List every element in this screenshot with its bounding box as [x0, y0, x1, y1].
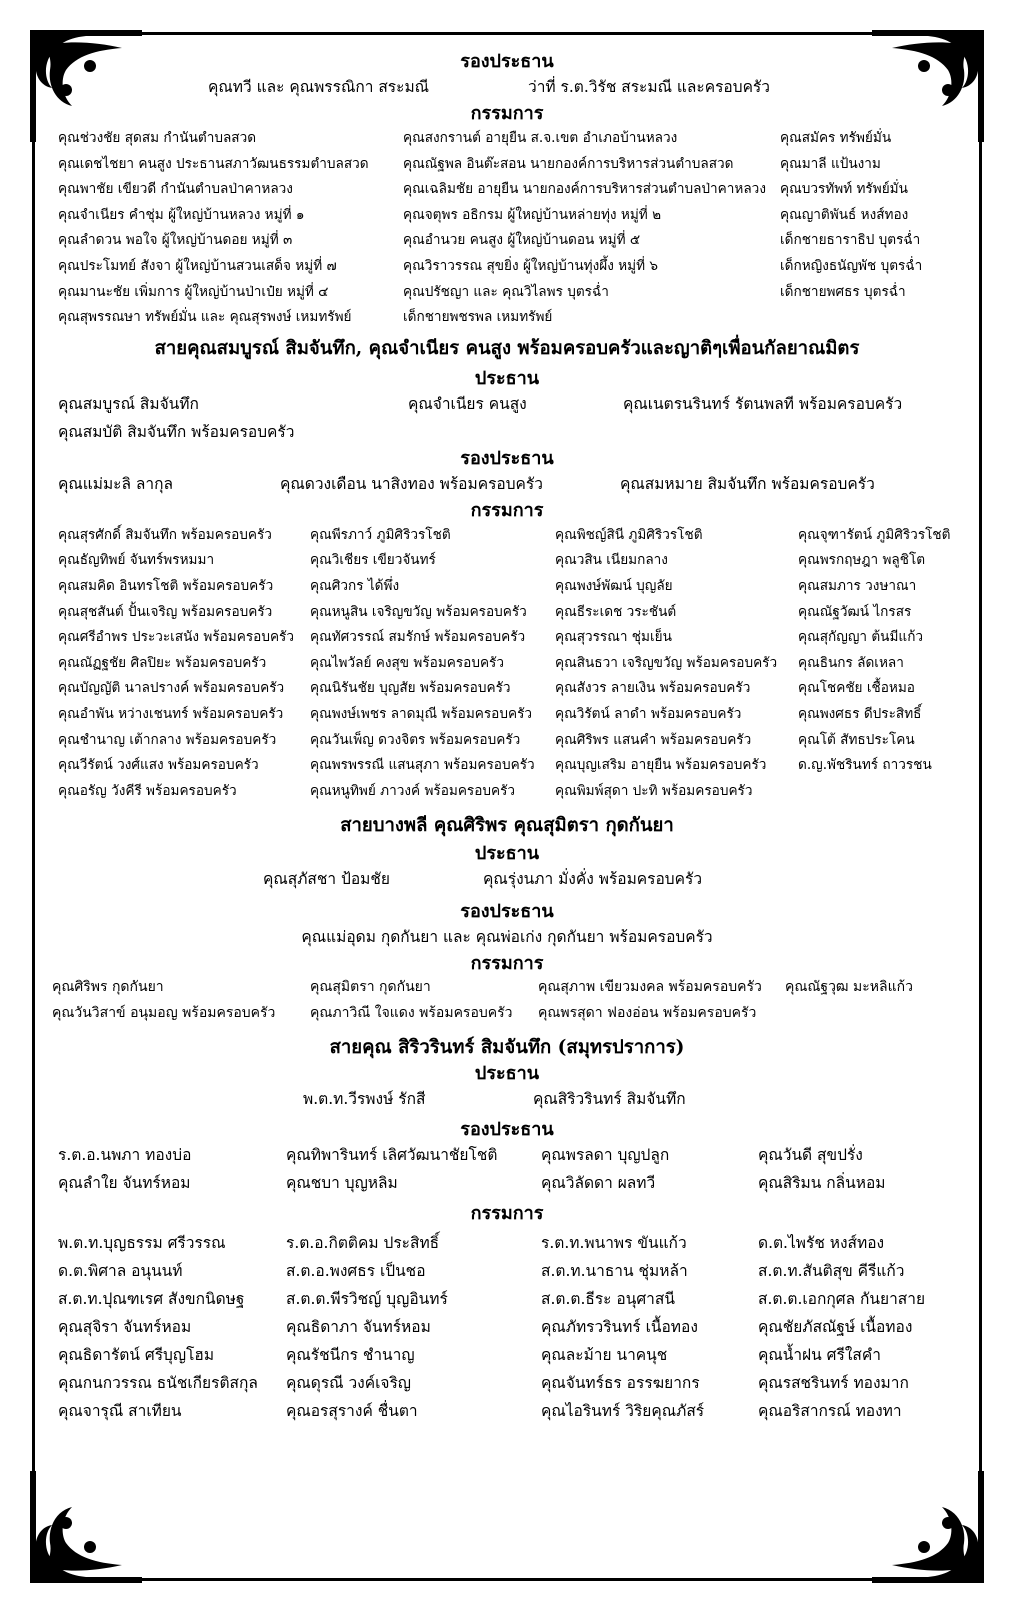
name-entry: คุณอำนวย คนสูง ผู้ใหญ่บ้านดอน หมู่ที่ ๕ [403, 232, 641, 249]
list-item [58, 203, 956, 229]
name-entry: คุณพีรภาว์ ภูมิศิริวรโชติ [310, 526, 451, 543]
name-entry: คุณอริสากรณ์ ทองทา [758, 1402, 902, 1421]
frame-top-line [116, 32, 898, 35]
name-entry: คุณธินกร ลัดเหลา [798, 654, 904, 671]
vice-row [58, 924, 956, 952]
list-item [58, 523, 956, 549]
lineage-title: สายคุณ สิริวรินทร์ สิมจันทึก (สมุทรปราการ) [329, 1037, 685, 1059]
name-entry: คุณชบา บุญหลิม [286, 1174, 398, 1193]
name-entry: คุณดุรณี วงค์เจริญ [286, 1374, 411, 1393]
name-entry: คุณไพวัลย์ คงสุข พร้อมครอบครัว [310, 654, 504, 671]
name-entry: คุณสมัคร ทรัพย์มั่น [780, 130, 892, 146]
name-entry: คุณสุกัญญา ต้นมีแก้ว [798, 629, 924, 646]
name-entry: คุณศิริพร กุดกันยา [52, 979, 164, 996]
name-entry: คุณสิริมน กลิ่นหอม [758, 1174, 886, 1193]
name-entry: คุณบุญเสริม อายุยืน พร้อมครอบครัว [555, 757, 767, 774]
name-entry: คุณพิชญ์สินี ภูมิศิริวรโชติ [555, 526, 703, 543]
list-item [58, 1342, 956, 1370]
name-entry: คุณปรัชญา และ คุณวิไลพร บุตรฉ่ำ [403, 283, 609, 300]
name-entry: คุณพรสุดา ฟองอ่อน พร้อมครอบครัว [538, 1005, 757, 1022]
list-item [58, 574, 956, 600]
list-item [58, 228, 956, 254]
name-entry: คุณลำใย จันทร์หอม [58, 1174, 191, 1193]
name-entry: คุณสมคิด อินทรโชติ พร้อมครอบครัว [58, 577, 274, 594]
name-entry: คุณสมบูรณ์ สิมจันทึก [58, 394, 199, 413]
name-entry: คุณวสิน เนียมกลาง [555, 552, 668, 569]
name-entry: คุณณัฐพล อินต๊ะสอน นายกองค์การบริหารส่วนตำบลสวด [403, 155, 734, 172]
name-entry: คุณพรพรรณี แสนสุภา พร้อมครอบครัว [310, 757, 535, 774]
name-entry: ว่าที่ ร.ต.วิรัช สระมณี และครอบครัว [528, 78, 770, 96]
name-entry: ส.ต.ท.สันติสุข คีรีแก้ว [758, 1262, 905, 1281]
list-item [58, 1230, 956, 1258]
list-item [58, 753, 956, 779]
name-entry: คุณวันเพ็ญ ดวงจิตร พร้อมครอบครัว [310, 731, 521, 748]
frame-right-line [979, 116, 982, 1497]
committee3-list [52, 976, 956, 1028]
name-entry: คุณอรสุรางค์ ชื่นตา [286, 1402, 418, 1421]
name-entry: คุณสินธวา เจริญขวัญ พร้อมครอบครัว [555, 654, 778, 671]
section-heading: กรรมการ [470, 1203, 544, 1225]
name-entry: ด.ต.พิศาล อนุนนท์ [58, 1262, 183, 1281]
name-entry: คุณสุมิตรา กุดกันยา [310, 979, 431, 996]
ornament-bottom-right-icon [868, 1467, 988, 1587]
name-entry: คุณทวี และ คุณพรรณิกา สระมณี [208, 78, 430, 96]
name-entry: คุณจำเนียร คำชุ่ม ผู้ใหญ่บ้านหลวง หมู่ที่ ๑ [58, 206, 305, 223]
list-item [58, 625, 956, 651]
chair-row [58, 391, 956, 419]
chair-row [58, 419, 956, 447]
name-entry: คุณละม้าย นาคนุช [541, 1346, 668, 1365]
name-entry: ร.ต.ท.พนาพร ขันแก้ว [541, 1234, 687, 1253]
name-entry: คุณวันดี สุขปรั่ง [758, 1146, 863, 1165]
name-entry: คุณบวรทัพท์ ทรัพย์มั่น [780, 181, 908, 198]
document-body [52, 50, 956, 1426]
vice-row [58, 471, 956, 499]
name-entry: คุณพงษ์พัฒน์ บุญลัย [555, 577, 673, 594]
name-entry: คุณรสชรินทร์ ทองมาก [758, 1374, 909, 1393]
name-entry: คุณไอรินทร์ วิริยคุณภัสร์ [541, 1402, 705, 1421]
name-entry: คุณสุภาพ เขียวมงคล พร้อมครอบครัว [538, 979, 762, 996]
name-entry: คุณณัฐวุฒ มะหลิแก้ว [785, 979, 913, 996]
name-entry: คุณสุภัสชา ป้อมชัย [263, 870, 391, 889]
section-heading: รองประธาน [460, 51, 554, 72]
name-entry: คุณโต้ สัทธประโคน [798, 731, 915, 748]
list-item [58, 702, 956, 728]
list-item [58, 676, 956, 702]
name-entry: คุณสงกรานต์ อายุยืน ส.จ.เขต อำเภอบ้านหลวง [403, 130, 678, 146]
section-heading: ประธาน [474, 1063, 540, 1085]
name-entry: คุณรุ่งนภา มั่งคั่ง พร้อมครอบครัว [483, 870, 703, 889]
list-item [58, 1142, 956, 1170]
list-item [58, 1258, 956, 1286]
name-entry: คุณสุรศักดิ์ สิมจันทึก พร้อมครอบครัว [58, 526, 272, 543]
name-entry: ด.ญ.พัชรินทร์ ถาวรชน [798, 757, 932, 774]
section-heading: ประธาน [474, 367, 540, 389]
name-entry: คุณณัฐวัฒน์ ไกรสร [798, 603, 912, 620]
committee2-list [58, 523, 956, 805]
list-item [58, 728, 956, 754]
name-entry: คุณสิริวรินทร์ สิมจันทึก [533, 1090, 686, 1109]
name-entry: คุณสมภาร วงษาณา [798, 577, 917, 594]
ornament-bottom-left-icon [26, 1467, 146, 1587]
name-entry: คุณจตุพร อธิกรม ผู้ใหญ่บ้านหล่ายทุ่ง หมู่ที่ ๒ [403, 206, 662, 223]
list-item [52, 1002, 956, 1028]
name-entry: คุณหนูทิพย์ ภาวงค์ พร้อมครอบครัว [310, 782, 516, 799]
name-entry: คุณมาลี แป้นงาม [780, 155, 881, 172]
list-item [58, 1314, 956, 1342]
vice-row [58, 74, 956, 102]
list-item [58, 280, 956, 306]
name-entry: คุณทัศวรรณ์ สมรักษ์ พร้อมครอบครัว [310, 629, 526, 646]
name-entry: คุณณัฏฐชัย ศิลปิยะ พร้อมครอบครัว [58, 654, 267, 671]
name-entry: คุณโชคชัย เชื้อหมอ [798, 680, 915, 697]
name-entry: คุณสุจิรา จันทร์หอม [58, 1318, 192, 1337]
name-entry: ด.ต.ไพรัช หงส์ทอง [758, 1234, 885, 1253]
list-item [58, 548, 956, 574]
name-entry: คุณอำพัน หว่างเชนทร์ พร้อมครอบครัว [58, 705, 284, 722]
name-entry: คุณอรัญ วังคีรี พร้อมครอบครัว [58, 782, 237, 799]
name-entry: ส.ต.อ.พงศธร เป็นชอ [286, 1262, 426, 1281]
name-entry: คุณสุวรรณา ชุ่มเย็น [555, 629, 672, 646]
name-entry: คุณวันวิสาข์ อนุมอญ พร้อมครอบครัว [52, 1005, 276, 1022]
name-entry: คุณสังวร ลายเงิน พร้อมครอบครัว [555, 680, 751, 697]
name-entry: เด็กชายพศธร บุตรฉ่ำ [780, 283, 906, 300]
committee4-list [58, 1230, 956, 1426]
name-entry: คุณภัทรวรินทร์ เนื้อทอง [541, 1318, 698, 1337]
section-heading: กรรมการ [470, 103, 544, 124]
name-entry: คุณประโมทย์ สังจา ผู้ใหญ่บ้านสวนเสด็จ หมู่ที่ ๗ [58, 257, 337, 274]
lineage-title: สายคุณสมบูรณ์ สิมจันทึก, คุณจำเนียร คนสูง พร้อมครอบครัวและญาติๆเพื่อนกัลยาณมิตร [154, 337, 860, 359]
name-entry: คุณวิราวรรณ สุขยิ่ง ผู้ใหญ่บ้านทุ่งผึ้ง หมู่ที่ ๖ [403, 257, 659, 274]
name-entry: คุณพงศธร ดีประสิทธิ์ [798, 705, 922, 722]
name-entry: คุณจำเนียร คนสูง [408, 394, 527, 413]
name-entry: ส.ต.ต.ธีระ อนุศาสนี [541, 1290, 675, 1309]
name-entry: คุณธัญทิพย์ จันทร์พรหมมา [58, 552, 215, 569]
name-entry: คุณน้ำฝน ศรีใสคำ [758, 1346, 881, 1365]
chair-row [58, 1086, 956, 1114]
name-entry: คุณเดชไชยา คนสูง ประธานสภาวัฒนธรรมตำบลสวด [58, 155, 369, 172]
section-heading: กรรมการ [470, 953, 544, 975]
name-entry: คุณพิมพ์สุดา ปะทิ พร้อมครอบครัว [555, 782, 753, 799]
frame-left-line [32, 116, 35, 1497]
name-entry: คุณแม่มะลิ ลากุล [58, 474, 174, 493]
chair-row [58, 866, 956, 894]
list-item [58, 600, 956, 626]
frame-bottom-line [116, 1578, 898, 1581]
lineage-title: สายบางพลี คุณศิริพร คุณสุมิตรา กุดกันยา [340, 815, 674, 837]
name-entry: คุณชัยภัสณัฐษ์ เนื้อทอง [758, 1318, 913, 1337]
list-item [58, 1370, 956, 1398]
name-entry: เด็กชายพชรพล เหมทรัพย์ [403, 309, 553, 326]
list-item [58, 254, 956, 280]
name-entry: คุณสุชสันต์ ปั้นเจริญ พร้อมครอบครัว [58, 603, 273, 620]
name-entry: คุณสุพรรณษา ทรัพย์มั่น และ คุณสุรพงษ์ เหมทรัพย์ [58, 309, 352, 326]
name-entry: คุณภาวิณี ใจแดง พร้อมครอบครัว [310, 1005, 513, 1022]
name-entry: คุณบัญญัติ นาลปรางค์ พร้อมครอบครัว [58, 680, 285, 697]
name-entry: คุณจุฑารัตน์ ภูมิศิริวรโชติ [798, 526, 951, 543]
vice4-list [58, 1142, 956, 1198]
list-item [58, 126, 956, 152]
list-item [58, 305, 956, 331]
list-item [58, 1170, 956, 1198]
name-entry: คุณดวงเดือน นาสิงทอง พร้อมครอบครัว [280, 474, 543, 493]
name-entry: ส.ต.ท.ปุณฑเรศ สังขกนิดษฐ [58, 1290, 245, 1309]
name-entry: เด็กชายธาราธิป บุตรฉ่ำ [780, 232, 921, 249]
name-entry: คุณจารุณี สาเทียน [58, 1402, 182, 1421]
name-entry: คุณธีระเดช วระชันต์ [555, 603, 677, 620]
name-entry: คุณรัชนีกร ชำนาญ [286, 1346, 415, 1365]
name-entry: คุณพาชัย เขียวดี กำนันตำบลป่าคาหลวง [58, 181, 293, 198]
name-entry: ร.ต.อ.กิตติคม ประสิทธิ์ [286, 1234, 440, 1253]
name-entry: เด็กหญิงธนัญพัช บุตรฉ่ำ [780, 257, 923, 274]
name-entry: คุณญาติพันธ์ หงส์ทอง [780, 206, 909, 223]
name-entry: คุณกนกวรรณ ธนัชเกียรติสกุล [58, 1374, 258, 1393]
list-item [58, 152, 956, 178]
name-entry: พ.ต.ท.บุญธรรม ศรีวรรณ [58, 1234, 226, 1253]
section-heading: รองประธาน [460, 447, 554, 469]
name-entry: คุณลำดวน พอใจ ผู้ใหญ่บ้านดอย หมู่ที่ ๓ [58, 232, 293, 249]
name-entry: คุณจันทร์ธร อรรฆยากร [541, 1374, 700, 1393]
list-item [58, 1286, 956, 1314]
list-item [58, 1398, 956, 1426]
name-entry: คุณแม่อุดม กุดกันยา และ คุณพ่อเก่ง กุดกันยา พร้อมครอบครัว [301, 928, 713, 947]
name-entry: คุณชำนาญ เต้ากลาง พร้อมครอบครัว [58, 731, 277, 748]
name-entry: คุณเฉลิมชัย อายุยืน นายกองค์การบริหารส่วนตำบลป่าคาหลวง [403, 181, 766, 198]
name-entry: คุณศรีอำพร ประวะเสนัง พร้อมครอบครัว [58, 629, 294, 646]
name-entry: คุณเนตรนรินทร์ รัตนพลที พร้อมครอบครัว [623, 394, 903, 413]
name-entry: คุณสมหมาย สิมจันทึก พร้อมครอบครัว [620, 474, 875, 493]
name-entry: คุณวีรัตน์ วงศ์แสง พร้อมครอบครัว [58, 757, 259, 774]
section-heading: รองประธาน [460, 901, 554, 923]
name-entry: ส.ต.ต.พีรวิชญ์ บุญอินทร์ [286, 1290, 448, 1309]
list-item [58, 177, 956, 203]
committee1-list [58, 126, 956, 331]
list-item [58, 779, 956, 805]
name-entry: คุณศิริพร แสนคำ พร้อมครอบครัว [555, 731, 752, 748]
name-entry: คุณพงษ์เพชร ลาดมุณี พร้อมครอบครัว [310, 705, 533, 722]
name-entry: คุณนิรันชัย บุญสัย พร้อมครอบครัว [310, 680, 511, 697]
name-entry: คุณสมบัติ สิมจันทึก พร้อมครอบครัว [58, 422, 295, 441]
name-entry: ส.ต.ท.นาธาน ชุ่มหล้า [541, 1262, 688, 1281]
name-entry: คุณวิลัดดา ผลทวี [541, 1174, 656, 1193]
section-heading: ประธาน [474, 843, 540, 865]
name-entry: คุณหนูสิน เจริญขวัญ พร้อมครอบครัว [310, 603, 527, 620]
list-item [58, 651, 956, 677]
name-entry: คุณช่วงชัย สุดสม กำนันตำบลสวด [58, 130, 257, 146]
name-entry: คุณมานะชัย เพิ่มการ ผู้ใหญ่บ้านป่าเป๋ย หมู่ที่ ๔ [58, 283, 329, 300]
section-heading: รองประธาน [460, 1119, 554, 1141]
name-entry: คุณวิเชียร เขียวจันทร์ [310, 552, 436, 569]
name-entry: คุณวิรัตน์ ลาดำ พร้อมครอบครัว [555, 705, 742, 722]
name-entry: คุณธิดารัตน์ ศรีบุญโฮม [58, 1346, 215, 1365]
section-heading: กรรมการ [470, 499, 544, 521]
name-entry: คุณทิพารินทร์ เลิศวัฒนาชัยโชติ [286, 1146, 498, 1165]
name-entry: พ.ต.ท.วีรพงษ์ รักสี [303, 1090, 426, 1109]
name-entry: ส.ต.ต.เอกกุศล กันยาสาย [758, 1290, 926, 1309]
name-entry: คุณศิวกร ได้พึ่ง [310, 577, 400, 594]
list-item [52, 976, 956, 1002]
name-entry: คุณพรกฤษฎา พลูชิโต [798, 552, 926, 569]
name-entry: คุณพรลดา บุญปลูก [541, 1146, 670, 1165]
name-entry: ร.ต.อ.นพภา ทองบ่อ [58, 1146, 192, 1165]
name-entry: คุณธิดาภา จันทร์หอม [286, 1318, 431, 1337]
